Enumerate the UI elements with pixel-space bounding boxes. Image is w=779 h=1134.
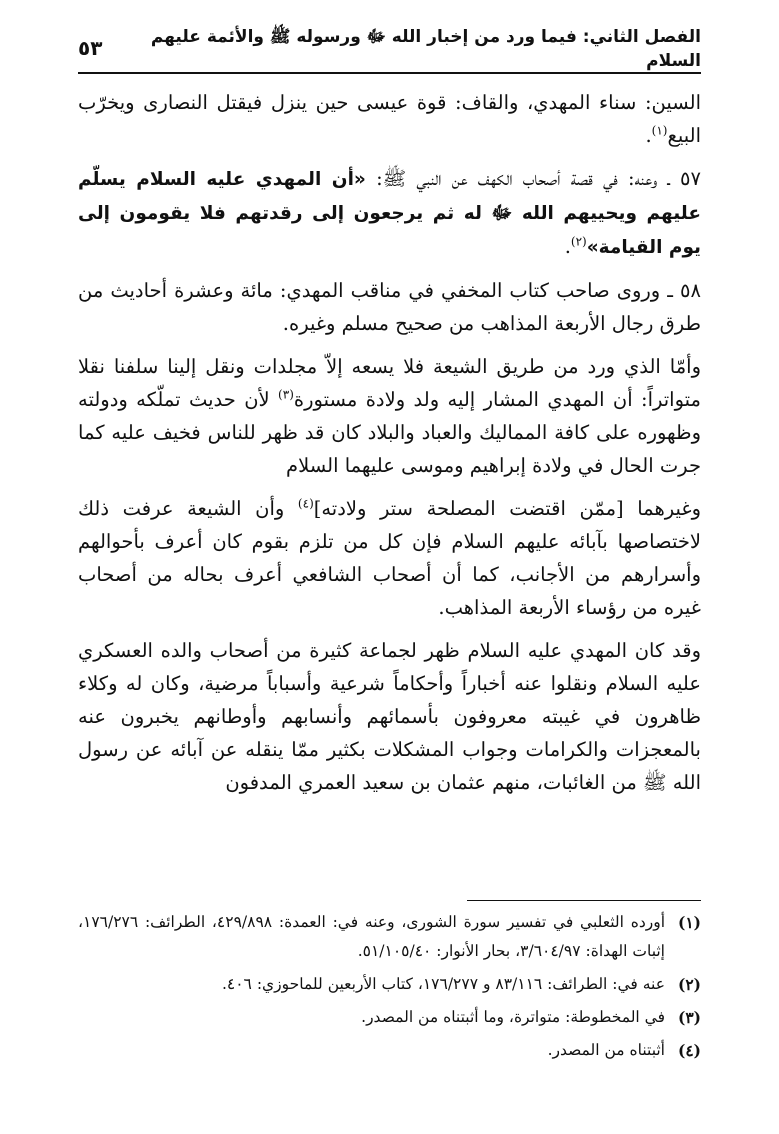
running-header bbox=[78, 26, 701, 71]
paragraph: ٥٨ ـ وروى صاحب كتاب المخفي في مناقب المهدي: مائة وعشرة أحاديث من طرق رجال الأربعة المذاهب من صحيح مسلم وغيره. bbox=[78, 279, 701, 335]
footnote-ref: (٢) bbox=[570, 234, 587, 249]
main-text bbox=[78, 86, 701, 809]
footnote-ref: (٤) bbox=[297, 496, 314, 511]
footnote-ref: (٣) bbox=[278, 387, 294, 402]
paragraph: وأمّا الذي ورد من طريق الشيعة فلا يسعه إلاّ مجلدات ونقل إلينا سلفنا نقلا متواتراً: أن المهدي المشار إليه ولد ولادة مستورة$^{(٣)}$ لأن حديث تملّكه ودولته وظهوره على كافة المماليك والعباد والبلاد كان قد ظهر للناس فخيف عليه كما جرت الحال في ولادة إبراهيم وموسى عليهما السلام bbox=[78, 355, 701, 477]
footnote: (١) أورده الثعلبي في تفسير سورة الشورى، وعنه في: العمدة: ٤٢٩/٨٩٨، الطرائف: ١٧٦/٢٧٦، إثبات الهداة: ٣/٦٠٤/٩٧، بحار الأنوار: ٥١/١٠٥/٤٠. bbox=[78, 913, 701, 960]
page-number: ٥٣ bbox=[78, 36, 103, 60]
chapter-title: الفصل الثاني: فيما ورد من إخبار الله ﷻ ورسوله ﷺ والأئمة عليهم السلام bbox=[150, 26, 701, 71]
paragraph: السين: سناء المهدي، والقاف: قوة عيسى حين ينزل فيقتل النصارى ويخرّب البيع$^{(١)}$. bbox=[78, 91, 701, 147]
footnote: (٢) عنه في: الطرائف: ٨٣/١١٦ و ١٧٦/٢٧٧، كتاب الأربعين للماحوزي: ٤٠٦. bbox=[221, 975, 701, 994]
header-rule bbox=[78, 72, 701, 74]
paragraph: وغيرهما [ممّن اقتضت المصلحة ستر ولادته]$^{(٤)}$ وأن الشيعة عرفت ذلك لاختصاصها بآبائه عليهم السلام فإن كل من تلزم بقوم كان أعرف بأحوالهم وأسرارهم من الأجانب، كما أن أصحاب الشافعي أعرف بحاله من أصحاب غيره من رؤساء الأربعة المذاهب. bbox=[78, 496, 702, 619]
hadith-quote: «أن المهدي عليه السلام يسلّم عليهم ويحييهم الله ﷻ له ثم يرجعون إلى رقدتهم فلا يقومون إلى يوم القيامة» bbox=[78, 169, 701, 258]
footnotes bbox=[78, 908, 701, 1069]
footnote-ref: (١) bbox=[651, 123, 668, 138]
footnote-rule bbox=[467, 900, 701, 901]
paragraph: وقد كان المهدي عليه السلام ظهر لجماعة كثيرة من أصحاب والده العسكري عليه السلام ونقلوا عنه أخباراً وأحكاماً شرعية وأسباباً مرضية، وكان له وكلاء ظاهرون في غيبته معروفون بأسمائهم وأنسابهم وأوطانهم يخبرون عنه بالمعجزات والكرامات وجواب المشكلات بكثير ممّا ينقله عن آبائه عن رسول الله ﷺ من الغائبات، منهم عثمان بن سعيد العمري المدفون bbox=[78, 639, 701, 794]
footnote: (٣) في المخطوطة: متواترة، وما أثبتناه من المصدر. bbox=[361, 1008, 701, 1027]
paragraph: ٥٧ ـ وعنه: في قصة أصحاب الكهف عن النبي ﷺ: «أن المهدي عليه السلام يسلّم عليهم ويحييهم الله ﷻ له ثم يرجعون إلى رقدتهم فلا يقومون إلى يوم القيامة»$^{(٢)}$. bbox=[78, 167, 701, 258]
footnote: (٤) أثبتناه من المصدر. bbox=[547, 1041, 701, 1060]
